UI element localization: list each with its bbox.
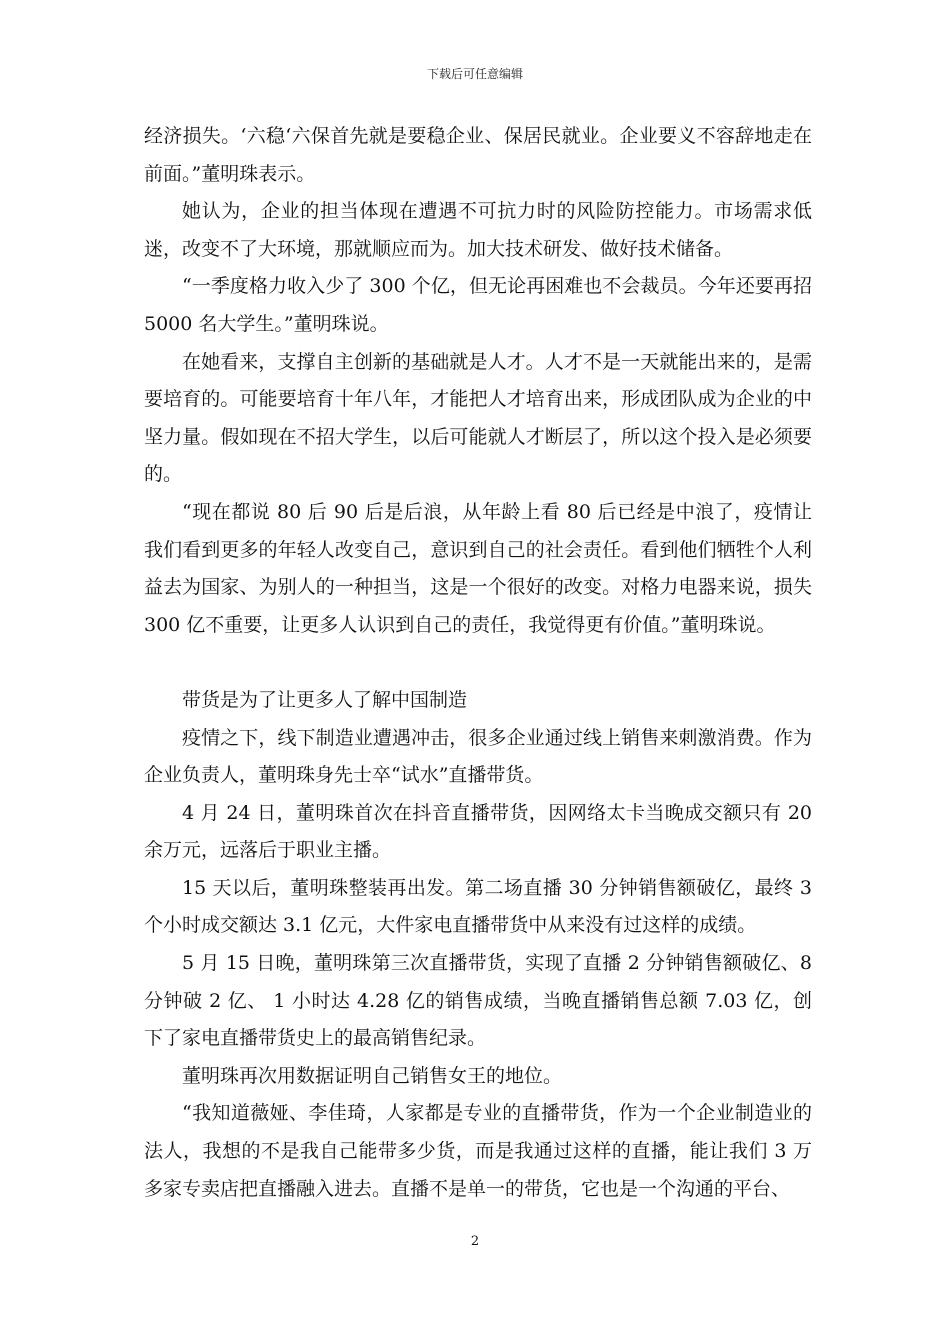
page-header: 下载后可任意编辑 (426, 67, 523, 81)
document-body (144, 118, 812, 1208)
paragraph: 经济损失。‘六稳‘六保首先就是要稳企业、保居民就业。企业要义不容辞地走在前面。”董明珠表示。 (144, 125, 812, 185)
paragraph: 她认为，企业的担当体现在遭遇不可抗力时的风险防控能力。市场需求低迷，改变不了大环境，那就顺应而为。加大技术研发、做好技术储备。 (144, 200, 812, 260)
page-number: 2 (470, 1234, 480, 1249)
paragraph: 4 月 24 日，董明珠首次在抖音直播带货，因网络太卡当晚成交额只有 20 余万元，远落后于职业主播。 (144, 801, 812, 862)
paragraph: 董明珠再次用数据证明自己销售女王的地位。 (182, 1064, 563, 1087)
paragraph: 在她看来，支撑自主创新的基础就是人才。人才不是一天就能出来的，是需要培育的。可能要培育十年八年，才能把人才培育出来，形成团队成为企业的中坚力量。假如现在不招大学生，以后可能就人才断层了，所以这个投入是必须要的。 (144, 350, 812, 486)
paragraph: “我知道薇娅、李佳琦，人家都是专业的直播带货，作为一个企业制造业的法人，我想的不是我自己能带多少货，而是我通过这样的直播，能让我们 3 万多家专卖店把直播融入进去。直播不是单一的带货，它也是一个沟通的平台、 (144, 1102, 812, 1200)
paragraph: 5 月 15 日晚，董明珠第三次直播带货，实现了直播 2 分钟销售额破亿、8 分钟破 2 亿、 1 小时达 4.28 亿的销售成绩，当晚直播销售总额 7.03 亿，创下了家电直播带货史上的最高销售纪录。 (144, 952, 812, 1050)
paragraph: 疫情之下，线下制造业遭遇冲击，很多企业通过线上销售来刺激消费。作为企业负责人，董明珠身先士卒“试水”直播带货。 (144, 726, 812, 787)
paragraph: “现在都说 80 后 90 后是后浪，从年龄上看 80 后已经是中浪了，疫情让我们看到更多的年轻人改变自己，意识到自己的社会责任。看到他们牺牲个人利益去为国家、为别人的一种担当，这是一个很好的改变。对格力电器来说，损失 300 亿不重要，让更多人认识到自己的责任，我觉得更有价值。”董明珠说。 (144, 500, 812, 636)
paragraph: 15 天以后，董明珠整装再出发。第二场直播 30 分钟销售额破亿，最终 3 个小时成交额达 3.1 亿元，大件家电直播带货中从来没有过这样的成绩。 (144, 876, 812, 937)
paragraph-spacer (144, 644, 812, 682)
paragraph: “一季度格力收入少了 300 个亿，但无论再困难也不会裁员。今年还要再招 5000 名大学生。”董明珠说。 (144, 275, 812, 335)
section-heading: 带货是为了让更多人了解中国制造 (182, 688, 468, 711)
